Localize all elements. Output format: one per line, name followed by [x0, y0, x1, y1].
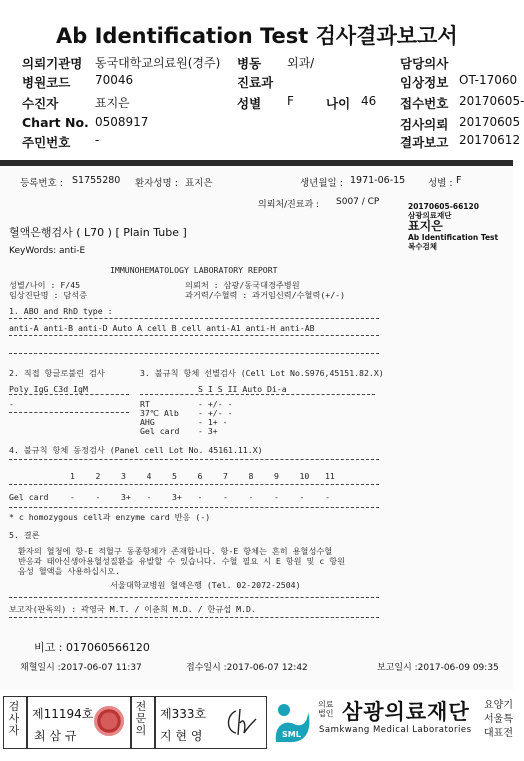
divider	[9, 412, 129, 413]
header-value: 20170612	[459, 133, 521, 147]
section4-note: * c homozygous cell과 enzyme card 반응 (-)	[9, 512, 211, 522]
section3-columns: S I S II Auto Di-a	[198, 384, 287, 394]
biko: 비고 : 017060566120	[34, 641, 150, 654]
dept-value: S007 / CP	[336, 197, 380, 207]
section4-title: 4. 불규칙 항체 동정검사 (Panel cell Lot No. 45161.11.X)	[9, 445, 263, 455]
test-title: 혈액은행검사 ( L70 ) [ Plain Tube ]	[9, 226, 187, 239]
signature-icon	[222, 705, 258, 739]
header-value: 70046	[95, 73, 134, 87]
sex-label: 성별 :	[428, 178, 453, 189]
header-value: 외과/	[287, 56, 315, 70]
org-type: 의료법인	[318, 700, 334, 718]
patient-label: 환자성명 :	[135, 178, 178, 189]
header-value: -	[95, 133, 100, 147]
specialist-name: 지 현 영	[160, 729, 203, 743]
org-contact-line: 요양기	[484, 700, 513, 711]
header-key: 담당의사	[400, 56, 449, 71]
lab-report-heading: IMMUNOHEMATOLOGY LABORATORY REPORT	[110, 265, 278, 275]
section4-column: 2	[95, 471, 101, 481]
patient-value: 표지은	[185, 178, 213, 189]
history: 과거력/수혈력 : 과거임신력/수혈력(+/-)	[185, 290, 346, 300]
section3-row-values: - 1+ -	[198, 417, 228, 427]
section1-columns: anti-A anti-B anti-D Auto A cell B cell anti-A1 anti-H anti-AB	[9, 323, 315, 333]
sticker-line: Ab Identification Test	[408, 233, 499, 242]
header-value: 46	[361, 94, 377, 108]
svg-text:SML: SML	[282, 730, 301, 739]
sticker-line: 삼광의료재단	[408, 211, 452, 220]
header-key: 접수번호	[400, 96, 449, 111]
section3-row-values: - +/- -	[198, 408, 233, 418]
section4-column: 11	[325, 471, 335, 481]
header-key: 진료과	[237, 75, 274, 90]
inspector-label: 검사자	[8, 700, 20, 737]
request-institution: 의뢰처 : 삼광/동국대경주병원	[185, 280, 300, 290]
header-key: 병동	[237, 56, 262, 71]
divider	[9, 459, 379, 460]
section4-column: 10	[299, 471, 310, 481]
header-value: F	[287, 94, 294, 108]
divider	[9, 318, 379, 319]
section4-value: -	[274, 492, 279, 502]
section4-value: -	[248, 492, 254, 502]
section3-row-label: 37℃ Alb	[140, 408, 179, 418]
sticker-line: 20170605-66120	[408, 202, 479, 211]
header-key: 나이	[326, 96, 351, 111]
section3-row-label: RT	[140, 399, 150, 409]
divider	[140, 394, 375, 395]
org-contact	[484, 699, 513, 741]
header-key: 주민번호	[22, 135, 71, 150]
divider	[130, 696, 132, 749]
sml-logo-icon	[272, 700, 312, 744]
section4-column: 9	[274, 471, 279, 481]
divider	[26, 696, 28, 749]
section4-value: -	[95, 492, 101, 502]
conclusion-line: 음성 혈액을 사용하십시오.	[18, 566, 120, 576]
header-key: 병원코드	[22, 75, 71, 90]
org-name: 삼광의료재단	[342, 700, 470, 724]
section4-column: 7	[223, 471, 228, 481]
dob-value: 1971-06-15	[350, 175, 406, 186]
reg-value: S1755280	[72, 175, 121, 186]
header-key: Chart No.	[22, 115, 89, 130]
header-value: 표지은	[95, 96, 130, 110]
section2-values: -	[9, 399, 14, 409]
reporters: 보고자(판독의) : 곽영국 M.T. / 이춘희 M.D. / 한규섭 M.D.	[9, 604, 256, 614]
header-value: 동국대학교의료원(경주)	[95, 56, 221, 70]
header-value: OT-17060	[459, 73, 518, 87]
conclusion-line: 환자의 혈청에 항-E 적혈구 동종항체가 존재합니다. 항-E 항체는 흔히 용혈성수혈	[18, 546, 333, 556]
inspector-name: 최 삼 규	[34, 729, 77, 743]
section4-value: 3+	[172, 492, 182, 502]
section4-column: 5	[172, 471, 177, 481]
divider	[9, 507, 379, 508]
header-value: 0508917	[95, 115, 149, 129]
org-name-en: Samkwang Medical Laboratories	[319, 725, 472, 735]
divider	[9, 335, 379, 336]
section2-columns: Poly IgG C3d IgM	[9, 384, 88, 394]
header-value: 20170605	[459, 115, 521, 129]
sex-value: F	[456, 175, 462, 186]
section4-value: -	[299, 492, 305, 502]
section4-value: -	[325, 492, 330, 502]
section4-value: -	[197, 492, 203, 502]
conclusion-text	[18, 546, 345, 576]
specialist-label: 전문의	[135, 700, 147, 737]
section4-row-label: Gel card	[9, 492, 49, 502]
section4-value: -	[146, 492, 152, 502]
inspector-seal	[94, 706, 124, 736]
report-title: Ab Identification Test 검사결과보고서	[56, 24, 458, 48]
reported-time: 보고일시 :2017-06-09 09:35	[377, 663, 499, 673]
header-value: 20170605-	[459, 94, 524, 108]
blood-bank: 서울대학교병원 혈액은행 (Tel. 02-2072-2504)	[110, 580, 301, 590]
section4-value: -	[223, 492, 228, 502]
divider	[9, 353, 379, 354]
sticker-name: 표지은	[408, 219, 443, 233]
section5-title: 5. 결론	[9, 530, 40, 540]
section3-row-label: Gel card	[140, 426, 180, 436]
divider	[9, 617, 379, 618]
section3-row-values: - +/- -	[198, 399, 233, 409]
header-key: 검사의뢰	[400, 117, 449, 132]
section4-column: 1	[70, 471, 75, 481]
dept-label: 의뢰처/진료과 :	[258, 200, 320, 210]
inspector-license: 제11194호	[32, 707, 94, 721]
header-key: 성별	[237, 96, 262, 111]
section2-title: 2. 직접 항글로불린 검사	[9, 368, 105, 378]
sticker-line: 복수검체	[408, 242, 437, 251]
sex-age: 성별/나이 : F/45	[9, 280, 81, 290]
diagnosis: 임상진단명 : 담석증	[9, 290, 88, 300]
specialist-license: 제333호	[160, 707, 207, 721]
divider	[9, 484, 379, 485]
reg-label: 등록번호 :	[20, 178, 63, 189]
section4-value: -	[70, 492, 75, 502]
section4-column: 6	[197, 471, 203, 481]
specimen-label-sticker	[408, 202, 498, 251]
section3-title: 3. 불규칙 항체 선별검사 (Cell Lot No.S976,45151.82.X)	[140, 368, 384, 378]
header-key: 임상정보	[400, 75, 449, 90]
collected-time: 채혈일시 :2017-06-07 11:37	[20, 663, 142, 673]
divider	[9, 597, 379, 598]
divider	[154, 696, 156, 749]
header-key: 결과보고	[400, 135, 449, 150]
section4-value: 3+	[121, 492, 131, 502]
org-contact-line: 서울특	[484, 714, 513, 725]
dob-label: 생년월일 :	[300, 178, 343, 189]
section3-row-label: AHG	[140, 417, 155, 427]
section1-title: 1. ABO and RhD type :	[9, 306, 113, 316]
section4-column: 4	[146, 471, 152, 481]
section4-column: 3	[121, 471, 126, 481]
section4-column: 8	[248, 471, 254, 481]
received-time: 접수일시 :2017-06-07 12:42	[186, 663, 308, 673]
header-key: 의뢰기관명	[22, 56, 83, 71]
conclusion-line: 반응과 태아신생아용혈성질환을 유발할 수 있습니다. 수혈 필요 시 E 항원 및 c 항원	[18, 556, 346, 566]
keywords: KeyWords: anti-E	[9, 246, 86, 256]
divider	[9, 394, 129, 395]
section3-row-values: - 3+	[198, 426, 218, 436]
header-key: 수진자	[22, 96, 59, 111]
org-contact-line: 대표전	[484, 728, 513, 739]
report-sheet	[0, 166, 513, 690]
